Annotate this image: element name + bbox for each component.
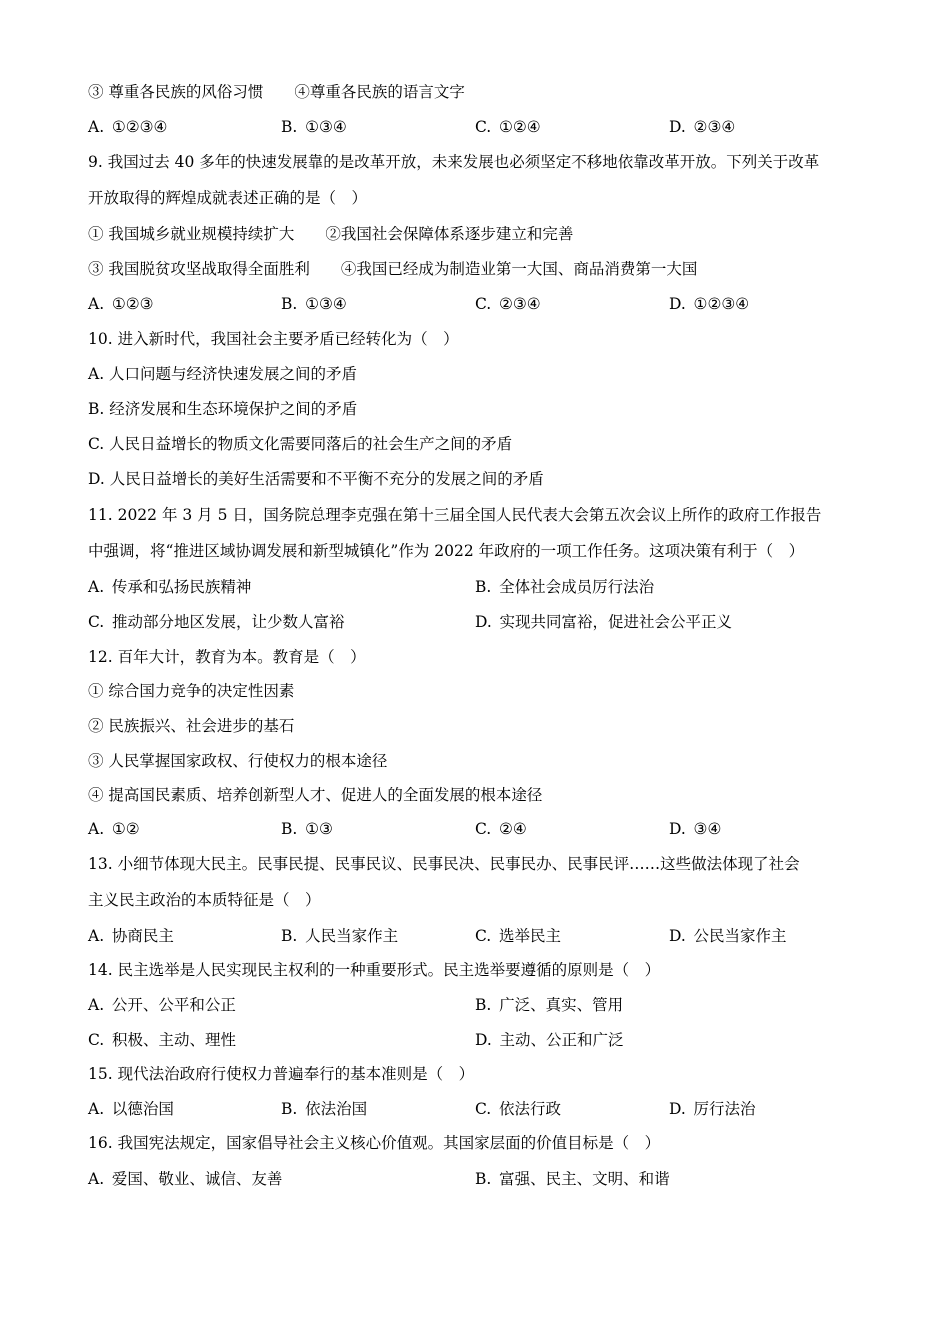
q15-option-c: C. 依法行政 [475, 1100, 561, 1118]
q10-option-b: B. 经济发展和生态环境保护之间的矛盾 [88, 400, 358, 418]
q12-option-c: C. ②④ [475, 820, 527, 838]
q11-option-a: A. 传承和弘扬民族精神 [88, 578, 252, 596]
q9-statement-line2: ③ 我国脱贫攻坚战取得全面胜利 ④我国已经成为制造业第一大国、商品消费第一大国 [88, 260, 698, 278]
q14-option-a: A. 公开、公平和公正 [88, 996, 236, 1014]
q9-statement-line1: ① 我国城乡就业规模持续扩大 ②我国社会保障体系逐步建立和完善 [88, 225, 574, 243]
q9-option-b: B. ①③④ [281, 295, 347, 313]
q12-option-b: B. ①③ [281, 820, 333, 838]
q15-option-b: B. 依法治国 [281, 1100, 368, 1118]
q8-statement-line: ③ 尊重各民族的风俗习惯 ④尊重各民族的语言文字 [88, 83, 465, 101]
q15-option-d: D. 厉行法治 [669, 1100, 756, 1118]
q13-option-d: D. 公民当家作主 [669, 927, 787, 945]
q14-option-d: D. 主动、公正和广泛 [475, 1031, 624, 1049]
q10-stem: 10. 进入新时代，我国社会主要矛盾已经转化为（ ） [88, 330, 459, 348]
q11-option-d: D. 实现共同富裕，促进社会公平正义 [475, 613, 733, 631]
q8-option-d: D. ②③④ [669, 118, 736, 136]
q12-statement-3: ③ 人民掌握国家政权、行使权力的根本途径 [88, 752, 388, 770]
q13-stem-line1: 13. 小细节体现大民主。民事民提、民事民议、民事民决、民事民办、民事民评……这些做法体现了社会 [88, 855, 800, 873]
q13-option-a: A. 协商民主 [88, 927, 174, 945]
q14-option-c: C. 积极、主动、理性 [88, 1031, 236, 1049]
q10-option-a: A. 人口问题与经济快速发展之间的矛盾 [88, 365, 358, 383]
q11-stem-line1: 11. 2022 年 3 月 5 日，国务院总理李克强在第十三届全国人民代表大会第五次会议上所作的政府工作报告 [88, 506, 822, 524]
q12-statement-2: ② 民族振兴、社会进步的基石 [88, 717, 295, 735]
q9-stem-line2: 开放取得的辉煌成就表述正确的是（ ） [88, 189, 368, 207]
q9-stem-line1: 9. 我国过去 40 多年的快速发展靠的是改革开放，未来发展也必须坚定不移地依靠改革开放。下列关于改革 [88, 153, 820, 171]
q10-option-c: C. 人民日益增长的物质文化需要同落后的社会生产之间的矛盾 [88, 435, 513, 453]
q14-stem: 14. 民主选举是人民实现民主权利的一种重要形式。民主选举要遵循的原则是（ ） [88, 961, 661, 979]
q12-stem: 12. 百年大计，教育为本。教育是（ ） [88, 648, 366, 666]
q11-stem-line2: 中强调，将“推进区域协调发展和新型城镇化”作为 2022 年政府的一项工作任务。这项决策有利于（ ） [88, 542, 805, 560]
q12-statement-4: ④ 提高国民素质、培养创新型人才、促进人的全面发展的根本途径 [88, 786, 543, 804]
q13-option-b: B. 人民当家作主 [281, 927, 399, 945]
q12-option-a: A. ①② [88, 820, 140, 838]
q12-statement-1: ① 综合国力竞争的决定性因素 [88, 682, 295, 700]
q13-option-c: C. 选举民主 [475, 927, 561, 945]
q10-option-d: D. 人民日益增长的美好生活需要和不平衡不充分的发展之间的矛盾 [88, 470, 544, 488]
q8-option-a: A. ①②③④ [88, 118, 168, 136]
q9-option-d: D. ①②③④ [669, 295, 750, 313]
q8-option-c: C. ①②④ [475, 118, 541, 136]
q16-option-a: A. 爱国、敬业、诚信、友善 [88, 1170, 283, 1188]
q11-option-b: B. 全体社会成员厉行法治 [475, 578, 655, 596]
q11-option-c: C. 推动部分地区发展，让少数人富裕 [88, 613, 345, 631]
q8-option-b: B. ①③④ [281, 118, 347, 136]
q12-option-d: D. ③④ [669, 820, 722, 838]
q15-option-a: A. 以德治国 [88, 1100, 174, 1118]
q9-option-a: A. ①②③ [88, 295, 154, 313]
q16-stem: 16. 我国宪法规定，国家倡导社会主义核心价值观。其国家层面的价值目标是（ ） [88, 1134, 661, 1152]
q16-option-b: B. 富强、民主、文明、和谐 [475, 1170, 670, 1188]
q14-option-b: B. 广泛、真实、管用 [475, 996, 624, 1014]
q13-stem-line2: 主义民主政治的本质特征是（ ） [88, 891, 321, 909]
q9-option-c: C. ②③④ [475, 295, 541, 313]
q15-stem: 15. 现代法治政府行使权力普遍奉行的基本准则是（ ） [88, 1065, 475, 1083]
